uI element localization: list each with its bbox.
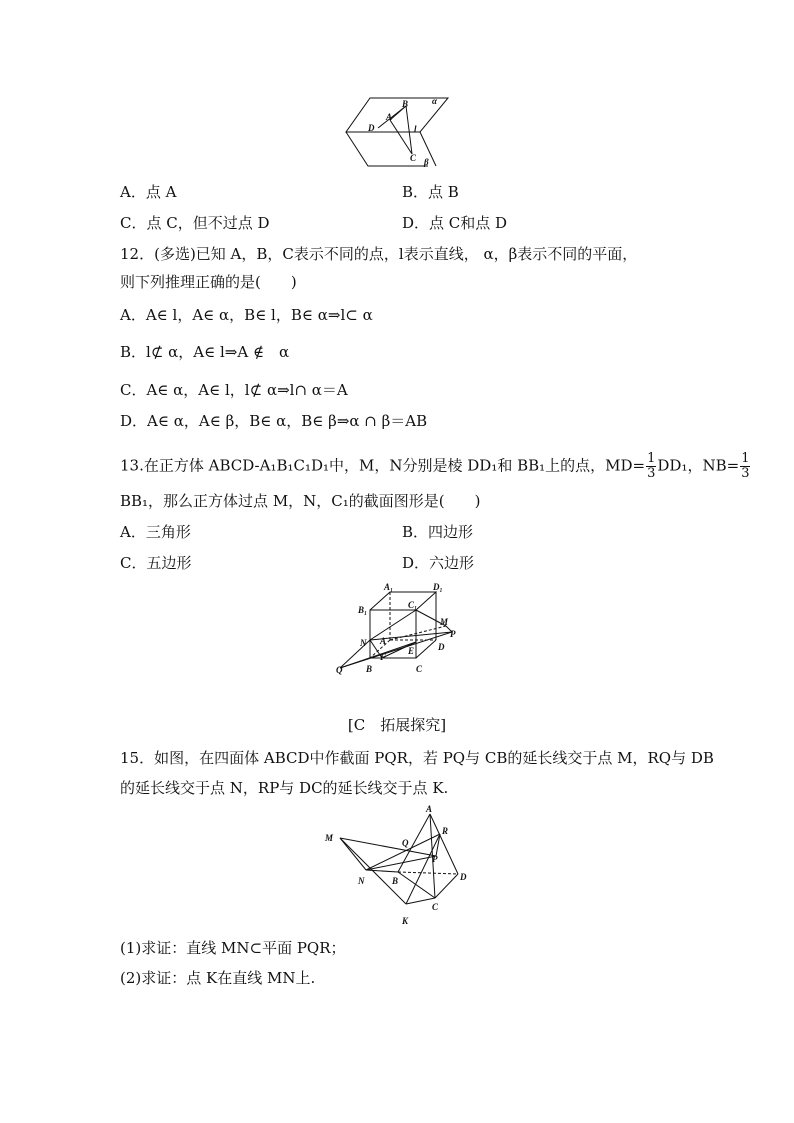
q13-option-b: B．四边形: [402, 523, 474, 541]
q11-option-c: C．点 C，但不过点 D: [120, 214, 270, 232]
q15-part1: (1)求证：直线 MN⊂平面 PQR；: [120, 939, 346, 957]
label-A: A: [386, 112, 393, 122]
label-P: P: [432, 854, 438, 864]
q12-option-a: A．A∈ l，A∈ α，B∈ l，B∈ α⇒l⊂ α: [120, 306, 373, 324]
label-N: N: [358, 876, 365, 886]
planes-diagram: [340, 92, 452, 174]
cube-diagram: [330, 580, 470, 678]
q15-part2: (2)求证：点 K在直线 MN上.: [120, 969, 316, 987]
q13-stem-line1: [120, 452, 751, 481]
frac1-numerator: 1: [647, 451, 656, 466]
label-A1: A₁: [384, 582, 394, 592]
label-R: R: [442, 826, 449, 836]
q12-option-c: C．A∈ α，A∈ l，l⊄ α⇒l∩ α＝A: [120, 381, 348, 399]
frac2-numerator: 1: [741, 451, 750, 466]
figure-planes: [340, 92, 452, 178]
q13-option-c: C．五边形: [120, 554, 192, 572]
label-N: N: [360, 638, 367, 648]
q13-option-a: A．三角形: [120, 523, 191, 541]
label-C1: C₁: [408, 600, 418, 610]
q13-option-d: D．六边形: [402, 554, 475, 572]
q12-stem-line1: 12．(多选)已知 A，B，C表示不同的点，l表示直线， α，β表示不同的平面，: [120, 245, 638, 263]
q13-stem-part2: DD₁，NB=: [657, 456, 740, 475]
label-beta: β: [424, 157, 429, 167]
label-C: C: [432, 902, 439, 912]
label-D: D: [368, 123, 375, 133]
label-E: E: [408, 646, 415, 656]
label-Q: Q: [336, 665, 343, 675]
section-title: [C 拓展探究]: [347, 716, 447, 734]
tetrahedron-diagram: [320, 804, 480, 928]
label-P: P: [450, 629, 456, 639]
label-F: F: [380, 652, 387, 662]
q12-stem-line2: 则下列推理正确的是( ): [120, 273, 297, 291]
label-alpha: α: [432, 96, 437, 106]
frac1-denominator: 3: [647, 466, 656, 481]
figure-cube: [330, 580, 470, 682]
label-D: D: [438, 642, 445, 652]
q13-stem-line2: BB₁，那么正方体过点 M，N，C₁的截面图形是( ): [120, 492, 481, 510]
label-D1: D₁: [433, 582, 443, 592]
q12-option-d: D．A∈ α，A∈ β，B∈ α，B∈ β⇒α ∩ β＝AB: [120, 412, 428, 430]
q13-stem-part1: 13.在正方体 ABCD-A₁B₁C₁D₁中，M，N分别是棱 DD₁和 BB₁上的点，MD=: [120, 456, 646, 475]
label-A: A: [426, 804, 433, 814]
label-C: C: [410, 153, 417, 163]
label-B: B: [402, 99, 409, 109]
label-A: A: [380, 636, 387, 646]
label-B1: B₁: [358, 605, 368, 615]
label-K: K: [402, 916, 409, 926]
label-D: D: [460, 872, 467, 882]
q11-option-d: D．点 C和点 D: [402, 214, 508, 232]
q15-line2: 的延长线交于点 N，RP与 DC的延长线交于点 K.: [120, 779, 449, 797]
figure-tetrahedron: [320, 804, 480, 932]
label-C: C: [416, 664, 423, 674]
q11-option-a: A．点 A: [120, 183, 177, 201]
q12-option-b: B．l⊄ α，A∈ l⇒A ∉ α: [120, 343, 290, 361]
label-B: B: [392, 876, 399, 886]
fraction-one-third-nb: [740, 452, 750, 481]
q15-line1: 15．如图，在四面体 ABCD中作截面 PQR，若 PQ与 CB的延长线交于点 M，RQ与 DB: [120, 749, 714, 767]
label-M: M: [440, 617, 449, 627]
q11-option-b: B．点 B: [402, 183, 459, 201]
label-B: B: [366, 664, 373, 674]
fraction-one-third-md: [646, 452, 656, 481]
label-l: l: [414, 124, 417, 134]
label-Q: Q: [402, 838, 409, 848]
label-M: M: [325, 833, 334, 843]
frac2-denominator: 3: [741, 466, 750, 481]
